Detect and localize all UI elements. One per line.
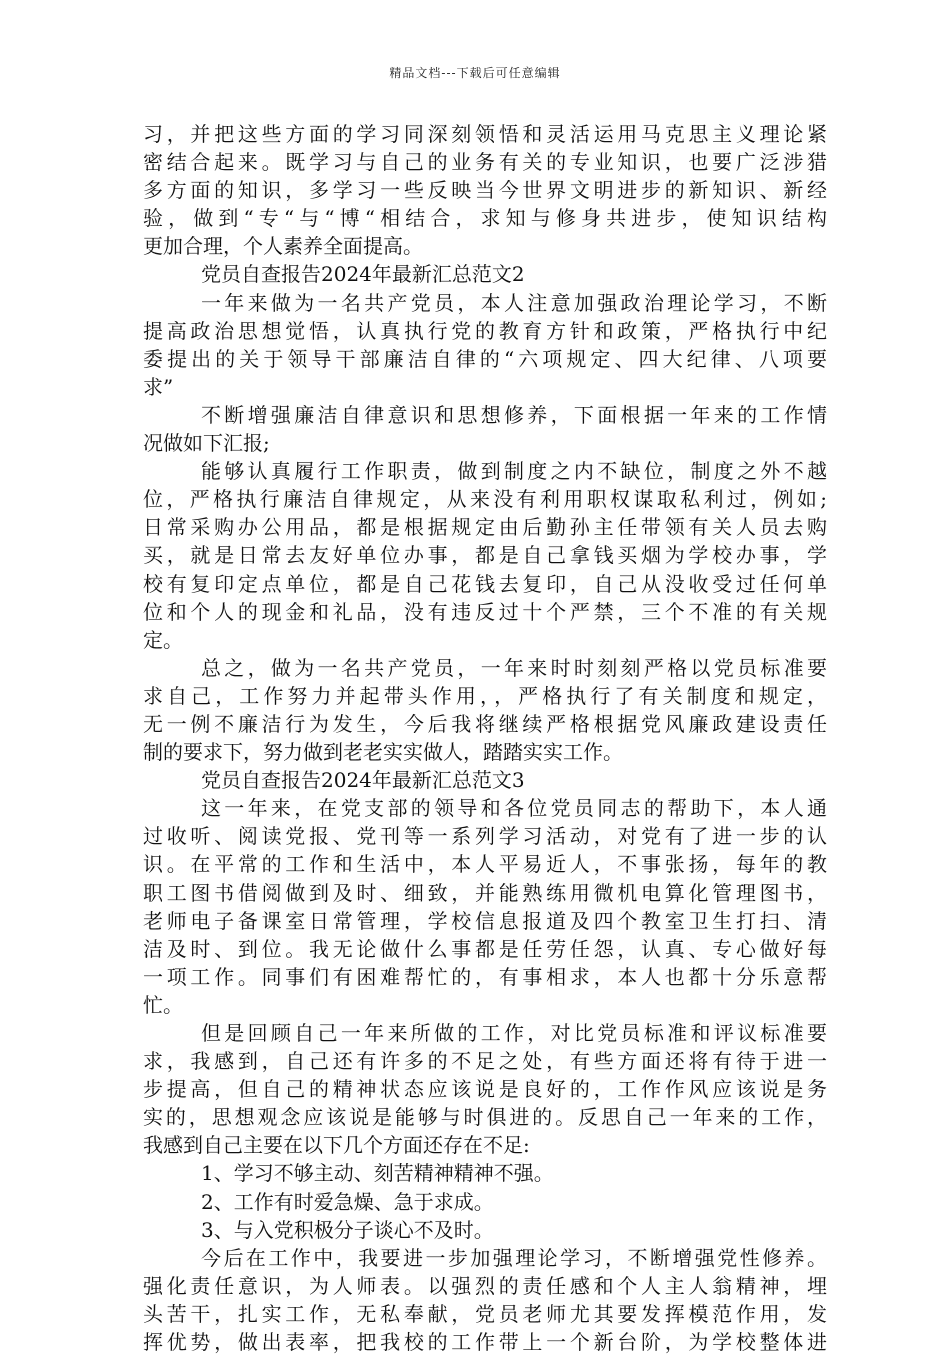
text-line: 党员自查报告2024年最新汇总范文3 bbox=[201, 768, 525, 793]
text-line: 求” bbox=[143, 374, 174, 399]
paragraph bbox=[143, 1019, 827, 1159]
text-line: 2、工作有时爱急燥、急于求成。 bbox=[201, 1189, 494, 1214]
text-line: 总之，做为一名共产党员，一年来时时刻刻严格以党员标准要 bbox=[201, 655, 827, 680]
text-line: 校有复印定点单位，都是自己花钱去复印，自己从没收受过任何单 bbox=[143, 571, 827, 596]
text-line: 验，做到“专“与“博“相结合，求知与修身共进步，使知识结构 bbox=[143, 206, 827, 231]
text-line: 更加合理，个人素养全面提高。 bbox=[143, 234, 423, 259]
text-line: 一项工作。同事们有困难帮忙的，有事相求，本人也都十分乐意帮 bbox=[143, 964, 827, 989]
text-line: 实的，思想观念应该说是能够与时俱进的。反思自己一年来的工作， bbox=[143, 1105, 827, 1130]
paragraph bbox=[143, 120, 827, 260]
text-line: 委提出的关于领导干部廉洁自律的“六项规定、四大纪律、八项要 bbox=[143, 346, 827, 371]
text-line: 一年来做为一名共产党员，本人注意加强政治理论学习，不断 bbox=[201, 290, 827, 315]
document-body bbox=[143, 120, 827, 1356]
page-header: 精品文档---下载后可任意编辑 bbox=[389, 66, 561, 80]
text-line: 无一例不廉洁行为发生，今后我将继续严格根据党风廉政建设责任 bbox=[143, 711, 827, 736]
paragraph bbox=[143, 766, 827, 794]
text-line: 1、学习不够主动、刻苦精神精神不强。 bbox=[201, 1161, 554, 1186]
text-line: 步提高，但自己的精神状态应该说是良好的，工作作风应该说是务 bbox=[143, 1077, 827, 1102]
paragraph bbox=[143, 654, 827, 766]
paragraph bbox=[143, 1216, 827, 1244]
text-line: 日常采购办公用品，都是根据规定由后勤孙主任带领有关人员去购 bbox=[143, 515, 827, 540]
paragraph bbox=[143, 1244, 827, 1356]
text-line: 能够认真履行工作职责，做到制度之内不缺位，制度之外不越 bbox=[201, 459, 827, 484]
text-line: 职工图书借阅做到及时、细致，并能熟练用微机电算化管理图书， bbox=[143, 880, 827, 905]
text-line: 过收听、阅读党报、党刊等一系列学习活动，对党有了进一步的认 bbox=[143, 824, 827, 849]
text-line: 忙。 bbox=[143, 992, 183, 1017]
text-line: 党员自查报告2024年最新汇总范文2 bbox=[201, 262, 525, 287]
text-line: 位和个人的现金和礼品，没有违反过十个严禁，三个不准的有关规 bbox=[143, 599, 827, 624]
text-line: 多方面的知识，多学习一些反映当今世界文明进步的新知识、新经 bbox=[143, 178, 827, 203]
paragraph bbox=[143, 1159, 827, 1187]
text-line: 老师电子备课室日常管理，学校信息报道及四个教室卫生打扫、清 bbox=[143, 908, 827, 933]
paragraph bbox=[143, 457, 827, 654]
text-line: 制的要求下，努力做到老老实实做人，踏踏实实工作。 bbox=[143, 740, 623, 765]
paragraph bbox=[143, 1188, 827, 1216]
text-line: 况做如下汇报; bbox=[143, 431, 270, 456]
text-line: 洁及时、到位。我无论做什么事都是任劳任怨，认真、专心做好每 bbox=[143, 936, 827, 961]
paragraph bbox=[143, 401, 827, 457]
text-line: 提高政治思想觉悟，认真执行党的教育方针和政策，严格执行中纪 bbox=[143, 318, 827, 343]
paragraph bbox=[143, 260, 827, 288]
text-line: 习，并把这些方面的学习同深刻领悟和灵活运用马克思主义理论紧 bbox=[143, 122, 827, 146]
text-line: 不断增强廉洁自律意识和思想修养，下面根据一年来的工作情 bbox=[201, 402, 827, 427]
text-line: 识。在平常的工作和生活中，本人平易近人，不事张扬，每年的教 bbox=[143, 852, 827, 877]
paragraph bbox=[143, 289, 827, 401]
text-line: 我感到自己主要在以下几个方面还存在不足: bbox=[143, 1133, 530, 1158]
text-line: 3、与入党积极分子谈心不及时。 bbox=[201, 1217, 494, 1242]
text-line: 这一年来，在党支部的领导和各位党员同志的帮助下，本人通 bbox=[201, 796, 827, 821]
text-line: 位，严格执行廉洁自律规定，从来没有利用职权谋取私利过，例如; bbox=[143, 487, 827, 512]
paragraph bbox=[143, 794, 827, 1019]
text-line: 但是回顾自己一年来所做的工作，对比党员标准和评议标准要 bbox=[201, 1021, 827, 1045]
text-line: 买，就是日常去友好单位办事，都是自己拿钱买烟为学校办事，学 bbox=[143, 543, 827, 568]
text-line: 定。 bbox=[143, 627, 183, 652]
text-line: 强化责任意识，为人师表。以强烈的责任感和个人主人翁精神，埋 bbox=[143, 1273, 827, 1298]
text-line: 今后在工作中，我要进一步加强理论学习，不断增强党性修养。 bbox=[201, 1245, 827, 1270]
text-line: 密结合起来。既学习与自己的业务有关的专业知识，也要广泛涉猎 bbox=[143, 150, 827, 175]
text-line: 求自己，工作努力并起带头作用，，严格执行了有关制度和规定， bbox=[143, 683, 827, 708]
text-line: 挥优势，做出表率，把我校的工作带上一个新台阶，为学校整体进 bbox=[143, 1330, 827, 1355]
text-line: 求，我感到，自己还有许多的不足之处，有些方面还将有待于进一 bbox=[143, 1049, 827, 1074]
text-line: 头苦干，扎实工作，无私奉献，党员老师尤其要发挥模范作用，发 bbox=[143, 1301, 827, 1326]
